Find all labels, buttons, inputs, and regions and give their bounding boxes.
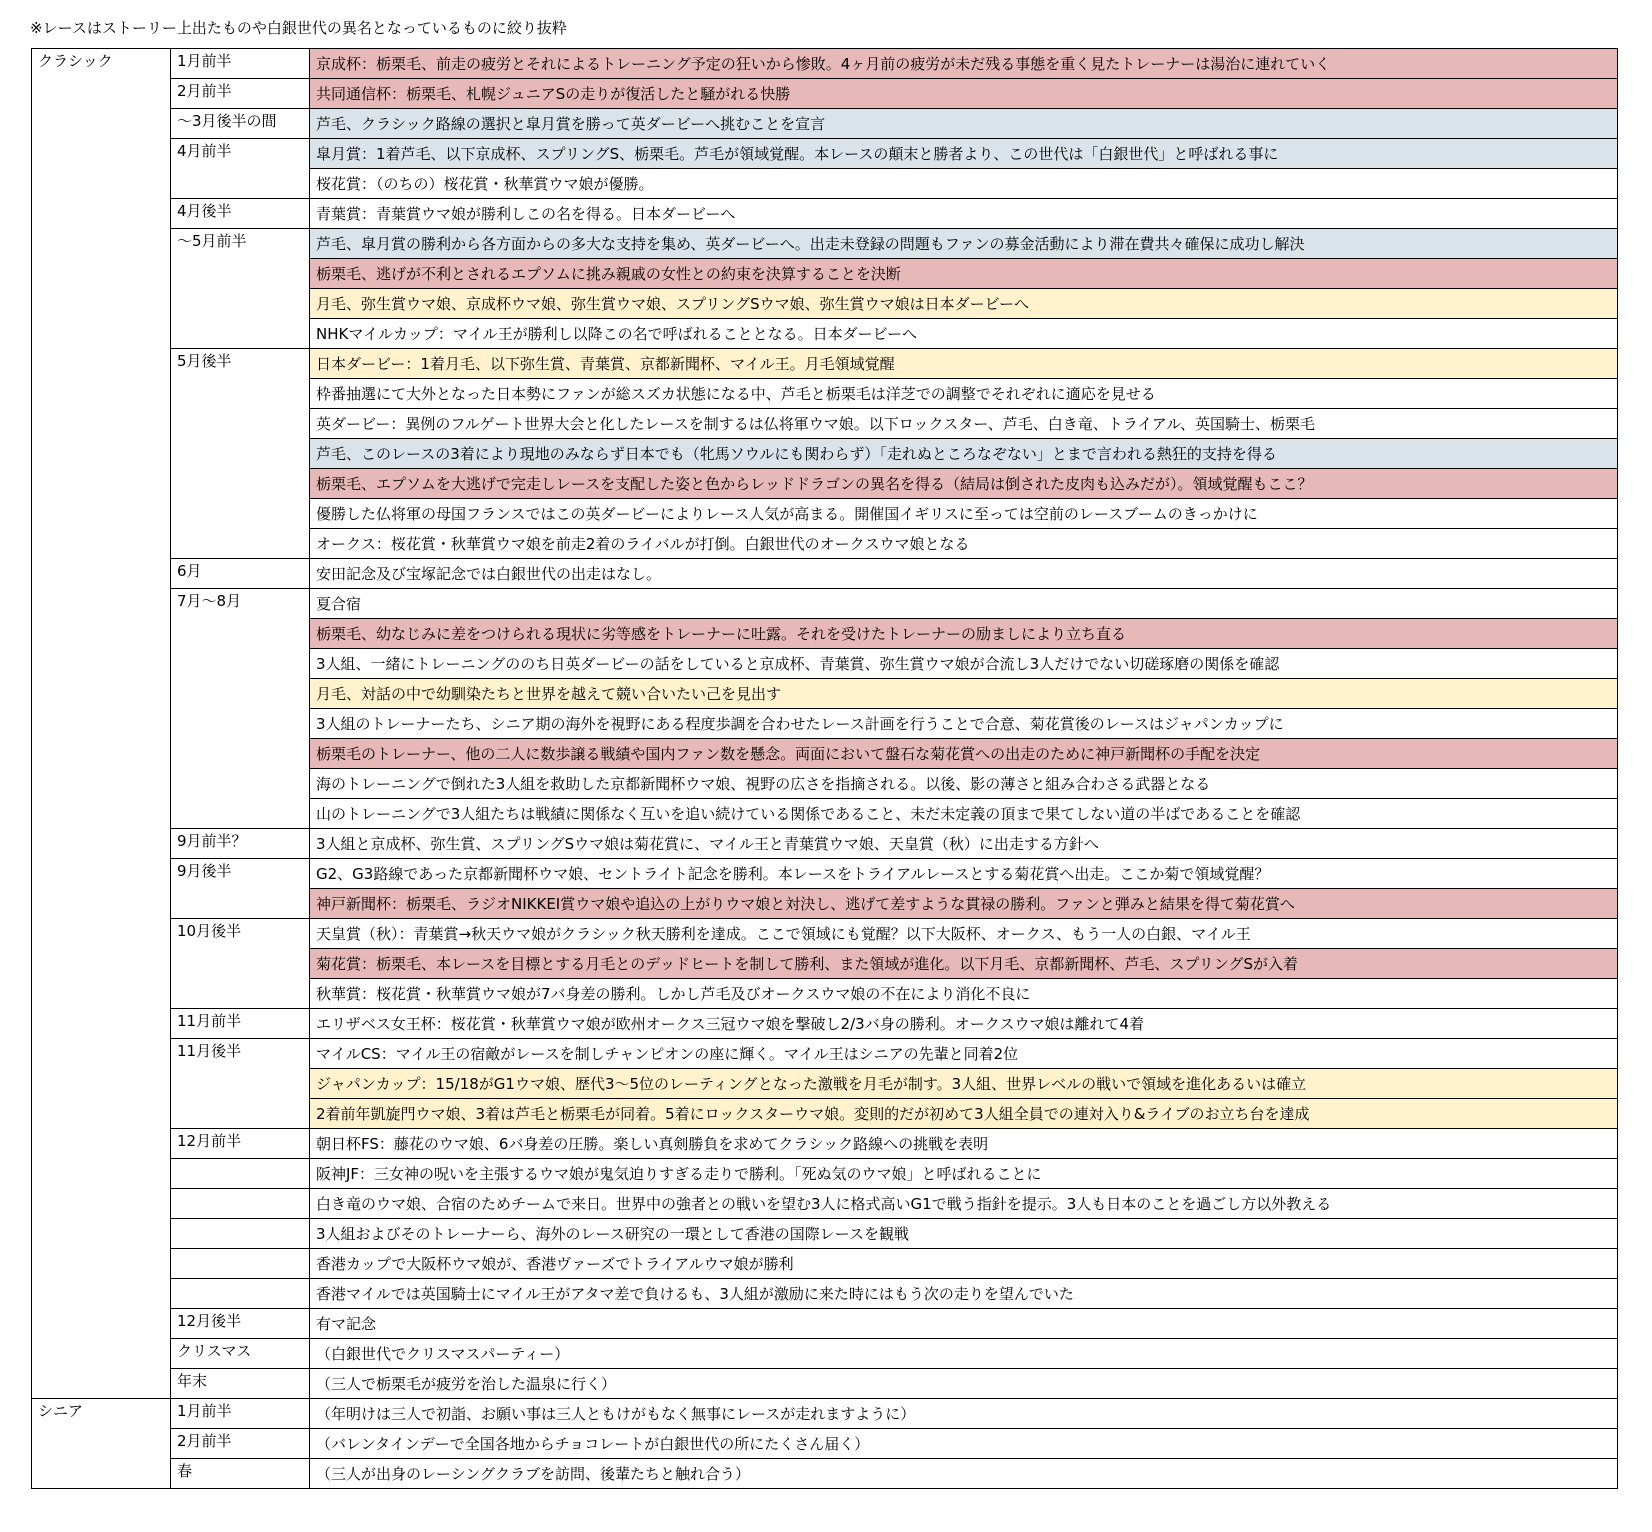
event-cell: 栃栗毛、エプソムを大逃げで完走しレースを支配した姿と色からレッドドラゴンの異名を得る（結局は倒された皮肉も込みだが）。領域覚醒もここ？ [310,469,1618,499]
event-cell: 山のトレーニングで3人組たちは戦績に関係なく互いを追い続けている関係であること、未だ未定義の頂まで果てしない道の半ばであることを確認 [310,799,1618,829]
timeline-table [31,48,1618,1489]
event-cell: 海のトレーニングで倒れた3人組を救助した京都新聞杯ウマ娘、視野の広さを指摘される。以後、影の薄さと組み合わさる武器となる [310,769,1618,799]
event-cell: 芦毛、クラシック路線の選択と皐月賞を勝って英ダービーへ挑むことを宣言 [310,109,1618,139]
event-cell: 栃栗毛、逃げが不利とされるエプソムに挑み親戚の女性との約束を決算することを決断 [310,259,1618,289]
event-cell: 天皇賞（秋）：青葉賞→秋天ウマ娘がクラシック秋天勝利を達成。ここで領域にも覚醒？以下大阪杯、オークス、もう一人の白銀、マイル王 [310,919,1618,949]
event-cell: 3人組およびそのトレーナーら、海外のレース研究の一環として香港の国際レースを観戦 [310,1219,1618,1249]
table-row [32,49,1618,79]
table-row [32,1039,1618,1069]
period-label [171,1159,310,1189]
table-row [32,1429,1618,1459]
event-cell: 英ダービー：異例のフルゲート世界大会と化したレースを制するは仏将軍ウマ娘。以下ロックスター、芦毛、白き竜、トライアル、英国騎士、栃栗毛 [310,409,1618,439]
period-label: 4月後半 [171,199,310,229]
event-cell: 栃栗毛のトレーナー、他の二人に数歩譲る戦績や国内ファン数を懸念。両面において盤石な菊花賞への出走のために神戸新聞杯の手配を決定 [310,739,1618,769]
table-row [32,1459,1618,1489]
event-cell: 朝日杯FS：藤花のウマ娘、6バ身差の圧勝。楽しい真剣勝負を求めてクラシック路線への挑戦を表明 [310,1129,1618,1159]
period-label: 10月後半 [171,919,310,1009]
table-row [32,859,1618,889]
period-label: 春 [171,1459,310,1489]
event-cell: （年明けは三人で初詣、お願い事は三人ともけがもなく無事にレースが走れますように） [310,1399,1618,1429]
table-row [32,1009,1618,1039]
event-cell: オークス：桜花賞・秋華賞ウマ娘を前走2着のライバルが打倒。白銀世代のオークスウマ娘となる [310,529,1618,559]
table-row [32,79,1618,109]
event-cell: 秋華賞：桜花賞・秋華賞ウマ娘が7バ身差の勝利。しかし芦毛及びオークスウマ娘の不在により消化不良に [310,979,1618,1009]
period-label [171,1219,310,1249]
table-row [32,559,1618,589]
period-label: 12月後半 [171,1309,310,1339]
period-label: 12月前半 [171,1129,310,1159]
period-label: ～5月前半 [171,229,310,349]
table-row [32,589,1618,619]
table-row [32,1189,1618,1219]
event-cell: 2着前年凱旋門ウマ娘、3着は芦毛と栃栗毛が同着。5着にロックスターウマ娘。変則的だが初めて3人組全員での連対入り&ライブのお立ち台を達成 [310,1099,1618,1129]
period-label [171,1279,310,1309]
table-row [32,1339,1618,1369]
event-cell: 芦毛、皐月賞の勝利から各方面からの多大な支持を集め、英ダービーへ。出走未登録の問題もファンの募金活動により滞在費共々確保に成功し解決 [310,229,1618,259]
table-row [32,1399,1618,1429]
event-cell: NHKマイルカップ：マイル王が勝利し以降この名で呼ばれることとなる。日本ダービーへ [310,319,1618,349]
period-label: 2月前半 [171,79,310,109]
event-cell: 青葉賞：青葉賞ウマ娘が勝利しこの名を得る。日本ダービーへ [310,199,1618,229]
table-row [32,1129,1618,1159]
event-cell: （白銀世代でクリスマスパーティー） [310,1339,1618,1369]
event-cell: 阪神JF：三女神の呪いを主張するウマ娘が鬼気迫りすぎる走りで勝利。「死ぬ気のウマ娘」と呼ばれることに [310,1159,1618,1189]
period-label: 年末 [171,1369,310,1399]
period-label [171,1249,310,1279]
period-label: クリスマス [171,1339,310,1369]
period-label: 11月前半 [171,1009,310,1039]
event-cell: G2、G3路線であった京都新聞杯ウマ娘、セントライト記念を勝利。本レースをトライアルレースとする菊花賞へ出走。ここか菊で領域覚醒？ [310,859,1618,889]
event-cell: 夏合宿 [310,589,1618,619]
event-cell: ジャパンカップ：15/18がG1ウマ娘、歴代3～5位のレーティングとなった激戦を月毛が制す。3人組、世界レベルの戦いで領域を進化あるいは確立 [310,1069,1618,1099]
table-row [32,1159,1618,1189]
table-row [32,919,1618,949]
period-label: 7月～8月 [171,589,310,829]
page-note: ※レースはストーリー上出たものや白銀世代の異名となっているものに絞り抜粋 [30,19,567,37]
event-cell: 皐月賞：1着芦毛、以下京成杯、スプリングS、栃栗毛。芦毛が領域覚醒。本レースの顛末と勝者より、この世代は「白銀世代」と呼ばれる事に [310,139,1618,169]
period-label: ～3月後半の間 [171,109,310,139]
event-cell: 芦毛、このレースの3着により現地のみならず日本でも（牝馬ソウルにも関わらず）「走れぬところなぞない」とまで言われる熱狂的支持を得る [310,439,1618,469]
table-row [32,1369,1618,1399]
event-cell: 月毛、対話の中で幼馴染たちと世界を越えて競い合いたい己を見出す [310,679,1618,709]
event-cell: （三人で栃栗毛が疲労を治した温泉に行く） [310,1369,1618,1399]
period-label: 4月前半 [171,139,310,199]
event-cell: 安田記念及び宝塚記念では白銀世代の出走はなし。 [310,559,1618,589]
table-row [32,829,1618,859]
event-cell: 3人組、一緒にトレーニングののち日英ダービーの話をしていると京成杯、青葉賞、弥生賞ウマ娘が合流し3人だけでない切磋琢磨の関係を確認 [310,649,1618,679]
period-label: 1月前半 [171,1399,310,1429]
section-label: シニア [32,1399,171,1489]
period-label: 9月後半 [171,859,310,919]
event-cell: （三人が出身のレーシングクラブを訪問、後輩たちと触れ合う） [310,1459,1618,1489]
period-label: 6月 [171,559,310,589]
event-cell: 香港カップで大阪杯ウマ娘が、香港ヴァーズでトライアルウマ娘が勝利 [310,1249,1618,1279]
period-label: 1月前半 [171,49,310,79]
event-cell: 神戸新聞杯：栃栗毛、ラジオNIKKEI賞ウマ娘や追込の上がりウマ娘と対決し、逃げて差すような貫禄の勝利。ファンと弾みと結果を得て菊花賞へ [310,889,1618,919]
event-cell: 白き竜のウマ娘、合宿のためチームで来日。世界中の強者との戦いを望む3人に格式高いG1で戦う指針を提示。3人も日本のことを過ごし方以外教える [310,1189,1618,1219]
table-row [32,1249,1618,1279]
event-cell: 京成杯：栃栗毛、前走の疲労とそれによるトレーニング予定の狂いから惨敗。4ヶ月前の疲労が未だ残る事態を重く見たトレーナーは湯治に連れていく [310,49,1618,79]
table-row [32,139,1618,169]
event-cell: 香港マイルでは英国騎士にマイル王がアタマ差で負けるも、3人組が激励に来た時にはもう次の走りを望んでいた [310,1279,1618,1309]
table-row [32,1219,1618,1249]
period-label: 2月前半 [171,1429,310,1459]
event-cell: 枠番抽選にて大外となった日本勢にファンが総スズカ状態になる中、芦毛と栃栗毛は洋芝での調整でそれぞれに適応を見せる [310,379,1618,409]
period-label: 9月前半？ [171,829,310,859]
event-cell: 日本ダービー：1着月毛、以下弥生賞、青葉賞、京都新聞杯、マイル王。月毛領域覚醒 [310,349,1618,379]
event-cell: 月毛、弥生賞ウマ娘、京成杯ウマ娘、弥生賞ウマ娘、スプリングSウマ娘、弥生賞ウマ娘は日本ダービーへ [310,289,1618,319]
timeline-body [32,49,1618,1489]
table-row [32,109,1618,139]
period-label: 5月後半 [171,349,310,559]
event-cell: 共同通信杯：栃栗毛、札幌ジュニアSの走りが復活したと騒がれる快勝 [310,79,1618,109]
table-row [32,349,1618,379]
table-row [32,1309,1618,1339]
event-cell: 3人組と京成杯、弥生賞、スプリングSウマ娘は菊花賞に、マイル王と青葉賞ウマ娘、天皇賞（秋）に出走する方針へ [310,829,1618,859]
table-row [32,199,1618,229]
section-label: クラシック [32,49,171,1399]
event-cell: 菊花賞：栃栗毛、本レースを目標とする月毛とのデッドヒートを制して勝利、また領域が進化。以下月毛、京都新聞杯、芦毛、スプリングSが入着 [310,949,1618,979]
table-row [32,1279,1618,1309]
event-cell: 桜花賞：（のちの）桜花賞・秋華賞ウマ娘が優勝。 [310,169,1618,199]
event-cell: 優勝した仏将軍の母国フランスではこの英ダービーによりレース人気が高まる。開催国イギリスに至っては空前のレースブームのきっかけに [310,499,1618,529]
event-cell: エリザベス女王杯：桜花賞・秋華賞ウマ娘が欧州オークス三冠ウマ娘を撃破し2/3バ身の勝利。オークスウマ娘は離れて4着 [310,1009,1618,1039]
event-cell: 栃栗毛、幼なじみに差をつけられる現状に劣等感をトレーナーに吐露。それを受けたトレーナーの励ましにより立ち直る [310,619,1618,649]
table-row [32,229,1618,259]
event-cell: マイルCS：マイル王の宿敵がレースを制しチャンピオンの座に輝く。マイル王はシニアの先輩と同着2位 [310,1039,1618,1069]
period-label: 11月後半 [171,1039,310,1129]
event-cell: （バレンタインデーで全国各地からチョコレートが白銀世代の所にたくさん届く） [310,1429,1618,1459]
period-label [171,1189,310,1219]
event-cell: 3人組のトレーナーたち、シニア期の海外を視野にある程度歩調を合わせたレース計画を行うことで合意、菊花賞後のレースはジャパンカップに [310,709,1618,739]
event-cell: 有マ記念 [310,1309,1618,1339]
